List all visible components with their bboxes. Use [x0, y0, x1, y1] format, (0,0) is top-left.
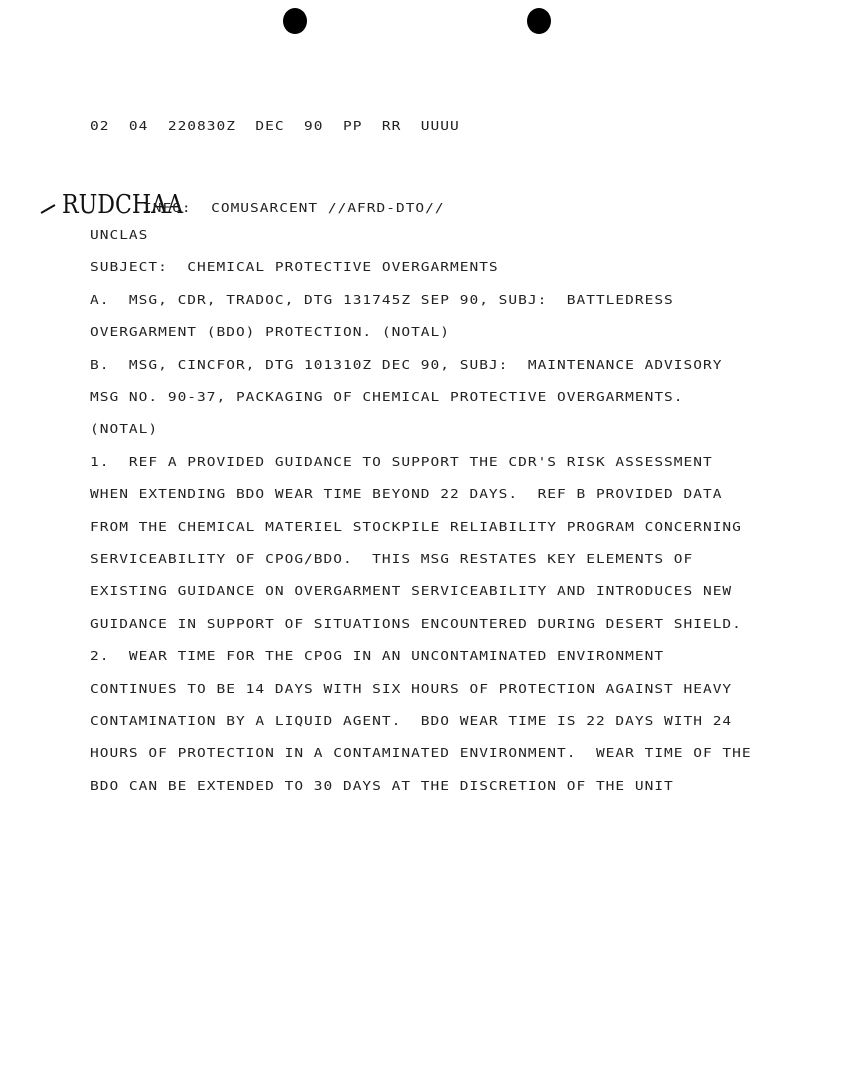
- document-text-line: WHEN EXTENDING BDO WEAR TIME BEYOND 22 DAYS. REF B PROVIDED DATA: [90, 488, 723, 502]
- document-text-line: A. MSG, CDR, TRADOC, DTG 131745Z SEP 90, SUBJ: BATTLEDRESS: [90, 293, 674, 308]
- document-text-line: EXISTING GUIDANCE ON OVERGARMENT SERVICEABILITY AND INTRODUCES NEW: [90, 585, 733, 599]
- punch-hole-right: [527, 8, 551, 34]
- document-text-line: GUIDANCE IN SUPPORT OF SITUATIONS ENCOUNTERED DURING DESERT SHIELD.: [90, 617, 742, 632]
- document-text-line: FROM THE CHEMICAL MATERIEL STOCKPILE RELIABILITY PROGRAM CONCERNING: [90, 520, 742, 535]
- punch-hole-left: [283, 8, 307, 34]
- info-line: INFO: COMUSARCENT //AFRD-DTO//: [143, 202, 445, 216]
- document-text-line: UNCLAS: [90, 229, 149, 243]
- document-text-line: 1. REF A PROVIDED GUIDANCE TO SUPPORT THE CDR'S RISK ASSESSMENT: [90, 455, 713, 470]
- handwritten-routing-indicator: RUDCHAA: [62, 190, 184, 220]
- document-text-line: B. MSG, CINCFOR, DTG 101310Z DEC 90, SUBJ: MAINTENANCE ADVISORY: [90, 358, 723, 373]
- document-text-line: CONTAMINATION BY A LIQUID AGENT. BDO WEAR TIME IS 22 DAYS WITH 24: [90, 715, 733, 729]
- document-text-line: 2. WEAR TIME FOR THE CPOG IN AN UNCONTAMINATED ENVIRONMENT: [90, 650, 665, 664]
- document-text-line: BDO CAN BE EXTENDED TO 30 DAYS AT THE DISCRETION OF THE UNIT: [90, 779, 674, 794]
- document-text-line: (NOTAL): [90, 423, 159, 437]
- document-text-line: SUBJECT: CHEMICAL PROTECTIVE OVERGARMENTS: [90, 261, 499, 275]
- handwritten-check-mark: [41, 204, 56, 214]
- document-text-line: HOURS OF PROTECTION IN A CONTAMINATED ENVIRONMENT. WEAR TIME OF THE: [90, 747, 752, 761]
- message-header-line: 02 04 220830Z DEC 90 PP RR UUUU: [90, 120, 460, 134]
- document-text-line: SERVICEABILITY OF CPOG/BDO. THIS MSG RESTATES KEY ELEMENTS OF: [90, 553, 694, 567]
- document-text-line: CONTINUES TO BE 14 DAYS WITH SIX HOURS OF PROTECTION AGAINST HEAVY: [90, 682, 733, 697]
- document-text-line: MSG NO. 90-37, PACKAGING OF CHEMICAL PROTECTIVE OVERGARMENTS.: [90, 391, 684, 405]
- document-text-line: OVERGARMENT (BDO) PROTECTION. (NOTAL): [90, 326, 451, 340]
